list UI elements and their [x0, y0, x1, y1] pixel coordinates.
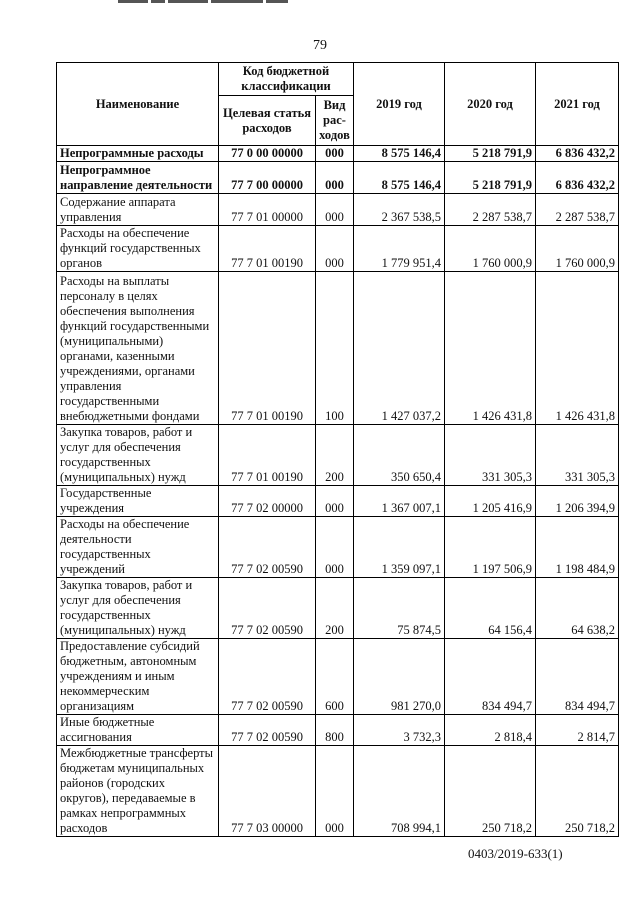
row-name: Государственные учреждения: [57, 486, 219, 517]
row-target-article: 77 7 02 00000: [219, 486, 316, 517]
row-value-2020: 5 218 791,9: [445, 146, 536, 162]
table-row: [57, 746, 619, 837]
row-target-article: 77 7 00 00000: [219, 162, 316, 194]
row-value-2020: 1 760 000,9: [445, 226, 536, 272]
row-expense-type: 000: [316, 146, 354, 162]
row-name: Предоставление субсидий бюджетным, автономным учреждениям и иным некоммерческим организациям: [57, 639, 219, 715]
row-value-2020: 64 156,4: [445, 578, 536, 639]
row-expense-type: 000: [316, 486, 354, 517]
row-name: Расходы на обеспечение деятельности государственных учреждений: [57, 517, 219, 578]
row-value-2019: 2 367 538,5: [354, 194, 445, 226]
row-expense-type: 200: [316, 578, 354, 639]
header-expense-type: Вид рас-ходов: [316, 96, 354, 146]
row-expense-type: 100: [316, 272, 354, 425]
budget-table: [56, 62, 619, 837]
table-row: [57, 226, 619, 272]
row-expense-type: 000: [316, 226, 354, 272]
row-target-article: 77 7 01 00000: [219, 194, 316, 226]
document-code: 0403/2019-633(1): [468, 846, 563, 861]
row-target-article: 77 7 02 00590: [219, 578, 316, 639]
table-row: [57, 272, 619, 425]
row-value-2019: 981 270,0: [354, 639, 445, 715]
table-row: [57, 639, 619, 715]
table-row: [57, 486, 619, 517]
page-number: 79: [313, 38, 327, 53]
row-value-2020: 2 287 538,7: [445, 194, 536, 226]
row-target-article: 77 0 00 00000: [219, 146, 316, 162]
row-target-article: 77 7 01 00190: [219, 425, 316, 486]
header-name: Наименование: [57, 63, 219, 146]
row-value-2019: 350 650,4: [354, 425, 445, 486]
header-row: [57, 63, 619, 96]
row-value-2020: 1 197 506,9: [445, 517, 536, 578]
row-target-article: 77 7 02 00590: [219, 639, 316, 715]
table-row: [57, 162, 619, 194]
row-expense-type: 600: [316, 639, 354, 715]
row-name: Закупка товаров, работ и услуг для обеспечения государственных (муниципальных) нужд: [57, 578, 219, 639]
row-name: Непрограммное направление деятельности: [57, 162, 219, 194]
row-expense-type: 000: [316, 162, 354, 194]
row-value-2021: 1 760 000,9: [536, 226, 619, 272]
row-value-2019: 1 779 951,4: [354, 226, 445, 272]
table-row: [57, 715, 619, 746]
table-row: [57, 194, 619, 226]
row-value-2020: 2 818,4: [445, 715, 536, 746]
header-budget-classification: Код бюджетной классификации: [219, 63, 354, 96]
row-value-2019: 708 994,1: [354, 746, 445, 837]
row-value-2020: 331 305,3: [445, 425, 536, 486]
header-target-article: Целевая статья расходов: [219, 96, 316, 146]
table-row: [57, 146, 619, 162]
row-expense-type: 800: [316, 715, 354, 746]
row-value-2020: 5 218 791,9: [445, 162, 536, 194]
row-value-2021: 64 638,2: [536, 578, 619, 639]
row-target-article: 77 7 03 00000: [219, 746, 316, 837]
scan-artifact: [118, 0, 298, 4]
row-value-2019: 75 874,5: [354, 578, 445, 639]
table-row: [57, 425, 619, 486]
row-name: Иные бюджетные ассигнования: [57, 715, 219, 746]
row-value-2019: 1 367 007,1: [354, 486, 445, 517]
row-expense-type: 000: [316, 194, 354, 226]
row-value-2021: 250 718,2: [536, 746, 619, 837]
row-target-article: 77 7 01 00190: [219, 272, 316, 425]
row-value-2020: 250 718,2: [445, 746, 536, 837]
row-name: Расходы на выплаты персоналу в целях обеспечения выполнения функций государственными (муниципальными) органами, казенными учреждениями, органами управления государственными внебюджетными фондами: [57, 272, 219, 425]
row-value-2019: 8 575 146,4: [354, 146, 445, 162]
row-value-2021: 1 426 431,8: [536, 272, 619, 425]
row-value-2021: 2 814,7: [536, 715, 619, 746]
row-value-2019: 1 359 097,1: [354, 517, 445, 578]
row-value-2021: 1 198 484,9: [536, 517, 619, 578]
table-row: [57, 578, 619, 639]
row-expense-type: 000: [316, 517, 354, 578]
row-value-2019: 1 427 037,2: [354, 272, 445, 425]
header-2021: 2021 год: [536, 63, 619, 146]
row-name: Расходы на обеспечение функций государственных органов: [57, 226, 219, 272]
header-2019: 2019 год: [354, 63, 445, 146]
table-row: [57, 517, 619, 578]
row-target-article: 77 7 02 00590: [219, 715, 316, 746]
row-value-2021: 834 494,7: [536, 639, 619, 715]
row-value-2021: 1 206 394,9: [536, 486, 619, 517]
row-name: Непрограммные расходы: [57, 146, 219, 162]
row-expense-type: 200: [316, 425, 354, 486]
row-value-2020: 1 426 431,8: [445, 272, 536, 425]
row-target-article: 77 7 01 00190: [219, 226, 316, 272]
row-name: Межбюджетные трансферты бюджетам муниципальных районов (городских округов), передаваемые в рамках непрограммных расходов: [57, 746, 219, 837]
row-value-2021: 2 287 538,7: [536, 194, 619, 226]
row-value-2020: 834 494,7: [445, 639, 536, 715]
row-value-2021: 6 836 432,2: [536, 162, 619, 194]
row-value-2021: 331 305,3: [536, 425, 619, 486]
row-name: Содержание аппарата управления: [57, 194, 219, 226]
row-expense-type: 000: [316, 746, 354, 837]
row-value-2021: 6 836 432,2: [536, 146, 619, 162]
row-value-2019: 3 732,3: [354, 715, 445, 746]
row-name: Закупка товаров, работ и услуг для обеспечения государственных (муниципальных) нужд: [57, 425, 219, 486]
row-value-2020: 1 205 416,9: [445, 486, 536, 517]
row-target-article: 77 7 02 00590: [219, 517, 316, 578]
row-value-2019: 8 575 146,4: [354, 162, 445, 194]
header-2020: 2020 год: [445, 63, 536, 146]
